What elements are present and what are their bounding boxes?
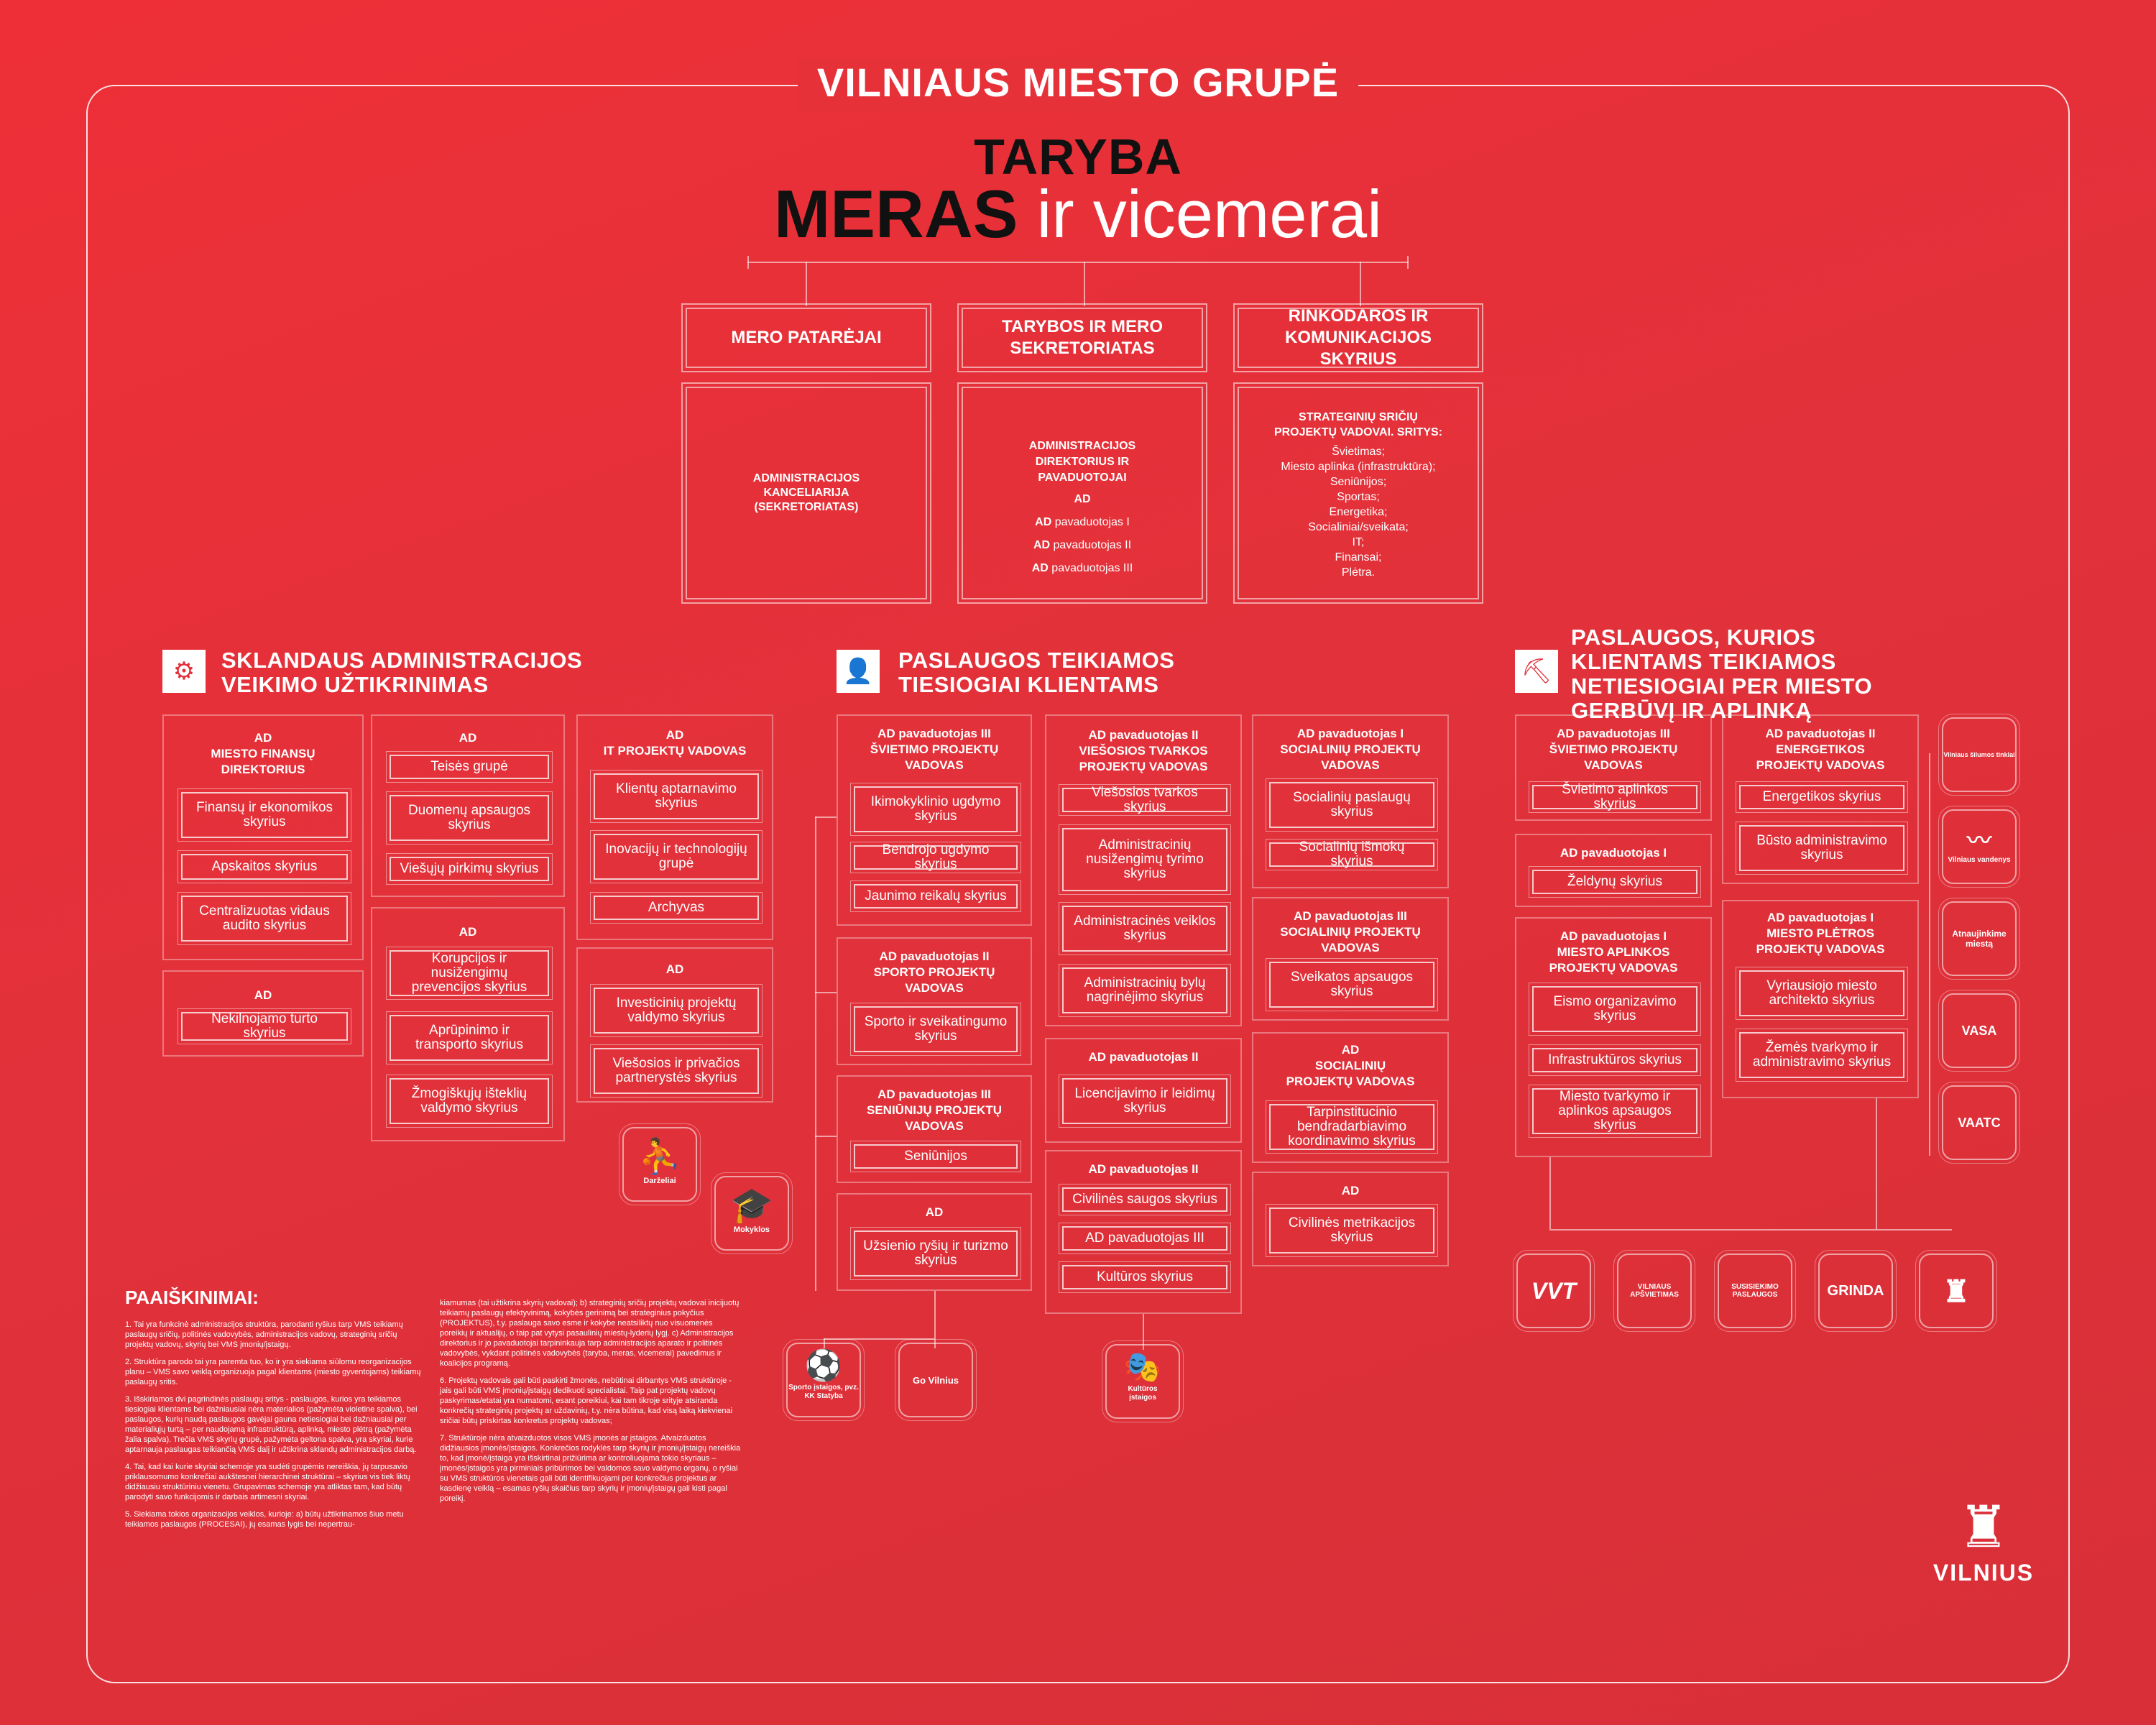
sen-panel xyxy=(837,1075,1032,1183)
theater-masks-icon: 🎭 xyxy=(1123,1350,1162,1384)
s3-en-title xyxy=(1723,726,1917,773)
s3-en-panel xyxy=(1722,714,1919,884)
connector-left xyxy=(747,256,749,269)
pav3-label: pavaduotojas III xyxy=(1051,562,1133,574)
socad-item-0: Tarpinstitucinio bendradarbiavimo koordinavimo skyrius xyxy=(1269,1104,1434,1150)
s3-pl-item-1: Žemės tvarkymo ir administravimo skyrius xyxy=(1739,1032,1904,1078)
s3-sv-title xyxy=(1516,726,1710,773)
svt-item-0: Ikimokyklinio ugdymo skyrius xyxy=(854,786,1018,832)
sporto-istaigos-node xyxy=(786,1343,861,1417)
kor-ad: AD xyxy=(459,925,477,939)
metr-panel xyxy=(1252,1172,1449,1266)
vvt-label: VVT xyxy=(1531,1277,1577,1304)
sporto-istaigos-label: Sporto įstaigos, pvz. KK Statyba xyxy=(788,1384,859,1400)
mero-patarejai-box xyxy=(686,308,927,368)
strateg-item: Miesto aplinka (infrastruktūra); xyxy=(1281,461,1436,473)
soc3-item-0: Sveikatos apsaugos skyrius xyxy=(1269,962,1434,1008)
soc3-title-text: pavaduotojas III SOCIALINIŲ PROJEKTŲ VADOVAS xyxy=(1280,909,1421,954)
sport-title xyxy=(838,949,1031,996)
strateg-item: Plėtra. xyxy=(1341,566,1376,579)
notes-col1 xyxy=(125,1320,427,1537)
vt-item-1: Administracinių nusižengimų tyrimo skyrius xyxy=(1062,828,1227,891)
lic-item-0: Licencijavimo ir leidimų skyrius xyxy=(1062,1078,1227,1124)
kanceliarija-box xyxy=(686,387,927,599)
socad-title: SOCIALINIŲ PROJEKTŲ VADOVAS xyxy=(1286,1059,1415,1088)
svt-item-1: Bendrojo ugdymo skyrius xyxy=(854,845,1018,870)
s3-ma-panel xyxy=(1515,917,1712,1157)
civ-panel xyxy=(1045,1150,1242,1314)
lic-panel xyxy=(1045,1038,1242,1143)
vaatc-label: VAATC xyxy=(1958,1115,2001,1130)
section-title-1: SKLANDAUS ADMINISTRACIJOS VEIKIMO UŽTIKRINIMAS xyxy=(221,648,583,697)
pav1-label: pavaduotojas I xyxy=(1054,516,1130,528)
soc1-item-1: Socialinių išmokų skyrius xyxy=(1269,842,1434,867)
soc1-title-text: pavaduotojas I SOCIALINIŲ PROJEKTŲ VADOVAS xyxy=(1280,727,1421,772)
strateg-item: Finansai; xyxy=(1335,551,1382,564)
mokyklos-label: Mokyklos xyxy=(733,1225,770,1234)
ad-tag: AD xyxy=(879,949,898,963)
soc3-title xyxy=(1253,908,1447,956)
it-panel xyxy=(576,714,773,940)
direktorius-box xyxy=(962,387,1203,599)
nek-panel xyxy=(162,970,364,1057)
kulturos-node xyxy=(1105,1344,1180,1419)
sen-title xyxy=(838,1087,1031,1134)
mero-patarejai-label: MERO PATARĖJAI xyxy=(731,328,882,347)
vicemerai-label: ir vicemerai xyxy=(1036,176,1383,252)
sen-title-text: pavaduotojas III SENIŪNIJŲ PROJEKTŲ VADOVAS xyxy=(867,1087,1002,1133)
strateg-item: Sportas; xyxy=(1337,491,1380,503)
rinkodaros-box xyxy=(1238,308,1479,368)
svt-item-2: Jaunimo reikalų skyrius xyxy=(854,884,1018,908)
note-paragraph: 2. Struktūra parodo tai yra paremta tuo, ko ir yra siekiama siūlomu reorganizacijos planu – VMS savo veiklą organizuoja pagal klientams (miesto gyventojams) teikiamų paslaugų sritis. xyxy=(125,1358,421,1386)
fin-item-2: Centralizuotas vidaus audito skyrius xyxy=(181,896,348,942)
svt-title-text: pavaduotojas III ŠVIETIMO PROJEKTŲ VADOVAS xyxy=(870,727,999,772)
s3-sv-title-text: pavaduotojas III ŠVIETIMO PROJEKTŲ VADOVAS xyxy=(1549,727,1678,772)
lic-title xyxy=(1046,1049,1240,1065)
socad-panel xyxy=(1252,1032,1449,1163)
atnaujinkime-label: Atnaujinkime miestą xyxy=(1952,929,2007,949)
svt-panel xyxy=(837,714,1032,926)
s3-bottom-h xyxy=(1549,1229,1952,1230)
darzeliai-node xyxy=(622,1127,697,1202)
fin-ad: AD xyxy=(254,731,272,745)
s3-ma-title xyxy=(1516,929,1710,976)
note-paragraph: 3. Išskiriamos dvi pagrindinės paslaugų sritys - paslaugos, kurios yra teikiamos tiesiogiai klientams bei dažniausiai nėra materialios (pažymėta violetine spalva), bei paslaugos, kurių naudą paslaugos gavėjai gauna netiesiogiai bei dažniausiai per materialiųjų turtą – per naudojamą infrastruktūrą, aplinką, miesto plėtrą (pažymėta žalia spalva). Trečia VMS skyrių grupė, pažymėta geltona spalva, yra skyriai, kurie aptarnauja paslaugas teikiančią VMS dalį ir užtikrina sklandų administracijos darbą. xyxy=(125,1395,418,1454)
ad-tag: AD xyxy=(1088,728,1107,742)
strateg-item: IT; xyxy=(1352,536,1365,548)
note-paragraph: 4. Tai, kad kai kurie skyriai schemoje yra sudėti grupėmis nereiškia, jų tarpusavio priklausomumo konkrečiai aukštesnei hierarchinei struktūrai – skyrius vis tiek liktų didžiausiu struktūriniu vienetu. Grupavimas schemoje yra atliktas tam, kad būtų parodyti savo funkcijomis ir darbais artimesni skyriai. xyxy=(125,1463,410,1501)
sport-panel xyxy=(837,937,1032,1065)
silumos-tinklai-label: Vilniaus šilumos tinklai xyxy=(1943,751,2015,758)
ad-item-0: Teisės grupė xyxy=(390,755,549,779)
ad-item-1: Duomenų apsaugos skyrius xyxy=(390,795,549,841)
ad-tag: AD xyxy=(877,1087,895,1101)
apsvietimas-label: VILNIAUS APŠVIETIMAS xyxy=(1630,1283,1679,1299)
rinkodaros-label: RINKODAROS IR KOMUNIKACIJOS SKYRIUS xyxy=(1284,306,1432,369)
taryba-title: TARYBA xyxy=(974,129,1182,185)
vt-item-0: Viešosios tvarkos skyrius xyxy=(1062,788,1227,812)
notes-col2 xyxy=(440,1298,742,1511)
s3-ma-title-text: pavaduotojas I MIESTO APLINKOS PROJEKTŲ VADOVAS xyxy=(1549,929,1678,975)
soc1-panel xyxy=(1252,714,1449,888)
susisiekimo-logo xyxy=(1718,1254,1792,1328)
ad-tag: AD xyxy=(1557,727,1575,740)
sen-item-0: Seniūnijos xyxy=(854,1144,1018,1169)
s3-pl-panel xyxy=(1722,900,1919,1098)
s3-ma-item-1: Infrastruktūros skyrius xyxy=(1532,1048,1697,1072)
s3-pl-item-0: Vyriausiojo miesto architekto skyrius xyxy=(1739,970,1904,1016)
kor-item-1: Aprūpinimo ir transporto skyrius xyxy=(390,1015,549,1061)
vt-title-text: pavaduotojas II VIEŠOSIOS TVARKOS PROJEKTŲ VADOVAS xyxy=(1079,728,1208,773)
kor-item-0: Korupcijos ir nusižengimų prevencijos skyrius xyxy=(390,950,549,996)
strateg-item: Energetika; xyxy=(1329,506,1388,518)
pav1-row xyxy=(963,515,1202,530)
s3-bottom-v1 xyxy=(1549,1157,1551,1229)
it-item-0: Klientų aptarnavimo skyrius xyxy=(594,773,759,819)
s2-connector-h1 xyxy=(815,816,837,818)
nek-ad: AD xyxy=(254,988,272,1002)
vasa-logo xyxy=(1942,993,2017,1068)
it-ad: AD xyxy=(665,728,684,742)
uzs-ad: AD xyxy=(925,1205,944,1219)
s3-bottom-v2 xyxy=(1876,1098,1877,1229)
ad-item-2: Viešųjų pirkimų skyrius xyxy=(390,857,549,881)
vandenys-logo xyxy=(1942,809,2017,884)
water-wave-icon: 〰 xyxy=(1967,827,1991,855)
connector-1 xyxy=(806,262,807,306)
sekretoriatas-box xyxy=(962,308,1203,368)
ad-label: AD xyxy=(1074,493,1091,505)
civ-item-2: Kultūros skyrius xyxy=(1062,1265,1227,1289)
pav2-label: pavaduotojas II xyxy=(1053,539,1132,551)
inv-item-1: Viešosios ir privačios partnerystės skyrius xyxy=(594,1048,759,1094)
strateg-item: Švietimas; xyxy=(1332,446,1385,458)
soc1-item-0: Socialinių paslaugų skyrius xyxy=(1269,782,1434,828)
graduation-cap-icon: 🎓 xyxy=(730,1187,773,1225)
atnaujinkime-logo xyxy=(1942,901,2017,976)
nek-item: Nekilnojamo turto skyrius xyxy=(181,1012,348,1041)
client-icon: 👤 xyxy=(837,650,880,693)
ad-tag: AD xyxy=(877,727,895,740)
s3-ma-item-2: Miesto tvarkymo ir aplinkos apsaugos skyrius xyxy=(1532,1088,1697,1134)
s3-ma-item-0: Eismo organizavimo skyrius xyxy=(1532,986,1697,1032)
s2-connector-h3 xyxy=(815,1136,837,1137)
ad-tag: AD xyxy=(1088,1050,1107,1064)
notes-title: PAAIŠKINIMAI: xyxy=(125,1287,259,1308)
kor-item-2: Žmogiškųjų išteklių valdymo skyrius xyxy=(390,1078,549,1124)
kor-panel xyxy=(371,907,565,1141)
go-vilnius-label: Go Vilnius xyxy=(912,1374,959,1386)
metr-ad: AD xyxy=(1341,1184,1360,1197)
ad-panel xyxy=(371,714,565,897)
s3-en-item-1: Būsto administravimo skyrius xyxy=(1739,825,1904,871)
vilnius-logo-text: VILNIUS xyxy=(1932,1560,2035,1586)
inv-item-0: Investicinių projektų valdymo skyrius xyxy=(594,988,759,1034)
s3-pl-title xyxy=(1723,910,1917,957)
sport-item-0: Sporto ir sveikatingumo skyrius xyxy=(854,1006,1018,1052)
uzs-item-0: Užsienio ryšių ir turizmo skyrius xyxy=(854,1230,1018,1276)
section-title-3: PASLAUGOS, KURIOS KLIENTAMS TEIKIAMOS NETIESIOGIAI PER MIESTO GERBŪVĮ IR APLINKĄ xyxy=(1571,625,1873,723)
meras-title xyxy=(647,178,1509,250)
ad-tag: AD xyxy=(1765,727,1784,740)
civ-title-text: pavaduotojas II xyxy=(1109,1162,1199,1176)
vvt-logo xyxy=(1516,1254,1591,1328)
ad-tag: AD xyxy=(1296,727,1315,740)
note-paragraph: 6. Projektų vadovais gali būti paskirti žmonės, nebūtinai dirbantys VMS struktūroje - jais gali būti VMS įmonių/įstaigų dedikuoti specialistai. Taip pat projektų vadovų paskyrimas/etatai yra numatomi, esant poreikiui, kai tam tikroje srityje atsiranda konkrečių strateginių projektų ar uždavinių, t.y. nėra būtina, kad visą laiką kiekvienai sričiai būtų priskirtas konkretus projektų vadovas; xyxy=(440,1376,733,1425)
castle-icon: ♜ xyxy=(1958,1495,2009,1559)
vasa-label: VASA xyxy=(1961,1023,1997,1038)
socad-ad: AD xyxy=(1341,1043,1360,1057)
s3-zel-item-0: Želdynų skyrius xyxy=(1532,870,1697,894)
civ-item-0: Civilinės saugos skyrius xyxy=(1062,1187,1227,1212)
soc3-panel xyxy=(1252,897,1449,1021)
go-vilnius-node xyxy=(898,1343,973,1417)
vt-panel xyxy=(1045,714,1242,1026)
svt-title xyxy=(838,726,1031,773)
top-connector xyxy=(747,262,1409,263)
ad-tag: AD xyxy=(1088,1162,1107,1176)
s3-sv-item-0: Švietimo aplinkos skyrius xyxy=(1532,785,1697,809)
gears-icon: ⚙ xyxy=(162,650,206,693)
fortress-logo xyxy=(1919,1254,1994,1328)
s3-sv-panel xyxy=(1515,714,1712,821)
s3-en-item-0: Energetikos skyrius xyxy=(1739,785,1904,809)
it-item-2: Archyvas xyxy=(594,896,759,920)
section-title-2: PASLAUGOS TEIKIAMOS TIESIOGIAI KLIENTAMS xyxy=(898,648,1175,697)
s2-connector-h2 xyxy=(815,992,837,993)
strateg-title: STRATEGINIŲ SRIČIŲ PROJEKTŲ VADOVAI. SRITYS: xyxy=(1273,411,1443,438)
mokyklos-node xyxy=(714,1176,789,1251)
apsvietimas-logo xyxy=(1617,1254,1692,1328)
connector-2 xyxy=(1084,262,1085,306)
darzeliai-label: Darželiai xyxy=(643,1177,676,1185)
metr-item-0: Civilinės metrikacijos skyrius xyxy=(1269,1208,1434,1254)
ad-tag: AD xyxy=(1294,909,1312,923)
fin-panel xyxy=(162,714,364,960)
kulturos-label: Kultūros įstaigos xyxy=(1128,1385,1158,1402)
strateginiai-box xyxy=(1238,387,1479,599)
vt-item-3: Administracinių bylų nagrinėjimo skyrius xyxy=(1062,967,1227,1013)
ad-tag: AD xyxy=(1035,516,1052,528)
ad-tag: AD xyxy=(1031,562,1049,574)
soccer-icon: ⚽ xyxy=(804,1348,843,1382)
s2-bottom-v1 xyxy=(934,1291,936,1338)
strateg-list xyxy=(1239,444,1478,580)
s3-en-title-text: pavaduotojas II ENERGETIKOS PROJEKTŲ VADOVAS xyxy=(1756,727,1885,772)
vt-title xyxy=(1046,727,1240,775)
connector-right xyxy=(1407,256,1409,269)
sport-title-text: pavaduotojas II SPORTO PROJEKTŲ VADOVAS xyxy=(873,949,995,995)
susisiekimo-label: SUSISIEKIMO PASLAUGOS xyxy=(1731,1283,1779,1299)
inv-ad: AD xyxy=(665,962,684,976)
grinda-logo xyxy=(1818,1254,1893,1328)
sekretoriatas-label: TARYBOS IR MERO SEKRETORIATAS xyxy=(1001,317,1163,358)
s3-pl-title-text: pavaduotojas I MIESTO PLĖTROS PROJEKTŲ VADOVAS xyxy=(1756,911,1885,956)
vandenys-label: Vilniaus vandenys xyxy=(1948,856,2011,864)
grinda-label: GRINDA xyxy=(1827,1282,1884,1299)
fin-item-0: Finansų ir ekonomikos skyrius xyxy=(181,792,348,838)
s3-zel-panel xyxy=(1515,834,1712,907)
page-title: VILNIAUS MIESTO GRUPĖ xyxy=(816,60,1340,105)
ad-tag: AD xyxy=(1560,846,1578,860)
ad-tag: AD xyxy=(1033,539,1051,551)
s3-zel-title-text: pavaduotojas I xyxy=(1581,846,1667,860)
civ-title xyxy=(1046,1162,1240,1177)
connector-3 xyxy=(1360,262,1361,306)
playground-icon: ⛹ xyxy=(638,1138,681,1176)
worker-icon: ⛏ xyxy=(1515,650,1558,693)
note-paragraph: kiamumas (tai užtikrina skyrių vadovai); b) strateginių sričių projektų vadovai inicijuotų teikiamų paslaugų efektyvinimą, kokybės gerinimą bei strateginius pokyčius (PROJEKTUS), t.y. paslauga savo esme ir kokybe neatsiliktų nuo visuomenės poreikių ir aktualijų, o taip pat vytysi pasaulinių miestų-lyderių lygį. c) Administracijos direktorius ir jo pavaduotojai tarpininkauja tarp administracijos aparato ir politinės vadovybės, vykdant politinės vadovybės (taryba, meras, vicemerai) pavedimus ir koalicijos programą. xyxy=(440,1299,740,1368)
ad-tag: AD xyxy=(1560,929,1578,943)
note-paragraph: 7. Struktūroje nėra atvaizduotos visos VMS įmonės ar įstaigos. Atvaizduotos didžiausios įmonės/įstaigos. Konkrečios rodyklės tarp skyrių ir įmonių/įstaigų nereiškia to, kad įmonė/įstaiga yra išskirtinai prižiūrima ar kontroliuojama tokio skyriaus – įmonės/įstaigos yra pirminiais pribūrimos bei valdomos savo valdymo organų, o ryšiai su VMS struktūros vienetais gali būti identifikuojami per konkrečius projektus ar kasdienę veiklą – esamas ryšių skaičius tarp skyrių ir įmonių/įstaigų gali kisti pagal poreikį. xyxy=(440,1434,741,1503)
strateg-item: Socialiniai/sveikata; xyxy=(1308,521,1409,533)
soc1-title xyxy=(1253,726,1447,773)
note-paragraph: 5. Siekiama tokios organizacijos veiklos, kurioje: a) būtų užtikrinamos šiuo metu teikiamos paslaugos (PROCESAI), jų esamas lygis bei nepertrau- xyxy=(125,1510,404,1529)
note-paragraph: 1. Tai yra funkcinė administracijos struktūra, parodanti ryšius tarp VMS teikiamų paslaugų sričių, politinės vadovybės, administracijos vadovų, strateginių sričių projektų vadovų, skyrių bei VMS įmonių/įstaigų. xyxy=(125,1320,403,1349)
vaatc-logo xyxy=(1942,1085,2017,1160)
fin-item-1: Apskaitos skyrius xyxy=(181,854,348,880)
inv-panel xyxy=(576,947,773,1103)
s3-zel-title xyxy=(1516,845,1710,861)
lic-title-text: pavaduotojas II xyxy=(1109,1050,1199,1064)
vilnius-logo xyxy=(1912,1495,2055,1586)
it-title: IT PROJEKTŲ VADOVAS xyxy=(603,744,747,758)
strateg-item: Seniūnijos; xyxy=(1330,476,1387,488)
uzs-panel xyxy=(837,1193,1032,1291)
meras-label: MERAS xyxy=(773,176,1018,252)
kanceliarija-label: ADMINISTRACIJOS KANCELIARIJA (SEKRETORIATAS) xyxy=(752,472,860,513)
fortress-icon: ♜ xyxy=(1943,1274,1970,1308)
s2-bottom-h xyxy=(824,1338,934,1340)
logos-right-v xyxy=(1929,753,1930,1156)
silumos-tinklai-logo xyxy=(1942,717,2017,792)
ad-tag: AD xyxy=(1766,911,1785,924)
fin-title: MIESTO FINANSŲ DIREKTORIUS xyxy=(211,747,315,776)
ad-panel-title: AD xyxy=(459,731,477,745)
pav2-row xyxy=(963,538,1202,553)
vt-item-2: Administracinės veiklos skyrius xyxy=(1062,906,1227,952)
civ-item-1: AD pavaduotojas III xyxy=(1062,1226,1227,1251)
pav3-row xyxy=(963,561,1202,576)
direktorius-title: ADMINISTRACIJOS DIREKTORIUS IR PAVADUOTOJAI xyxy=(1028,440,1136,484)
s2-connector-v xyxy=(815,816,816,1291)
it-item-1: Inovacijų ir technologijų grupė xyxy=(594,834,759,880)
